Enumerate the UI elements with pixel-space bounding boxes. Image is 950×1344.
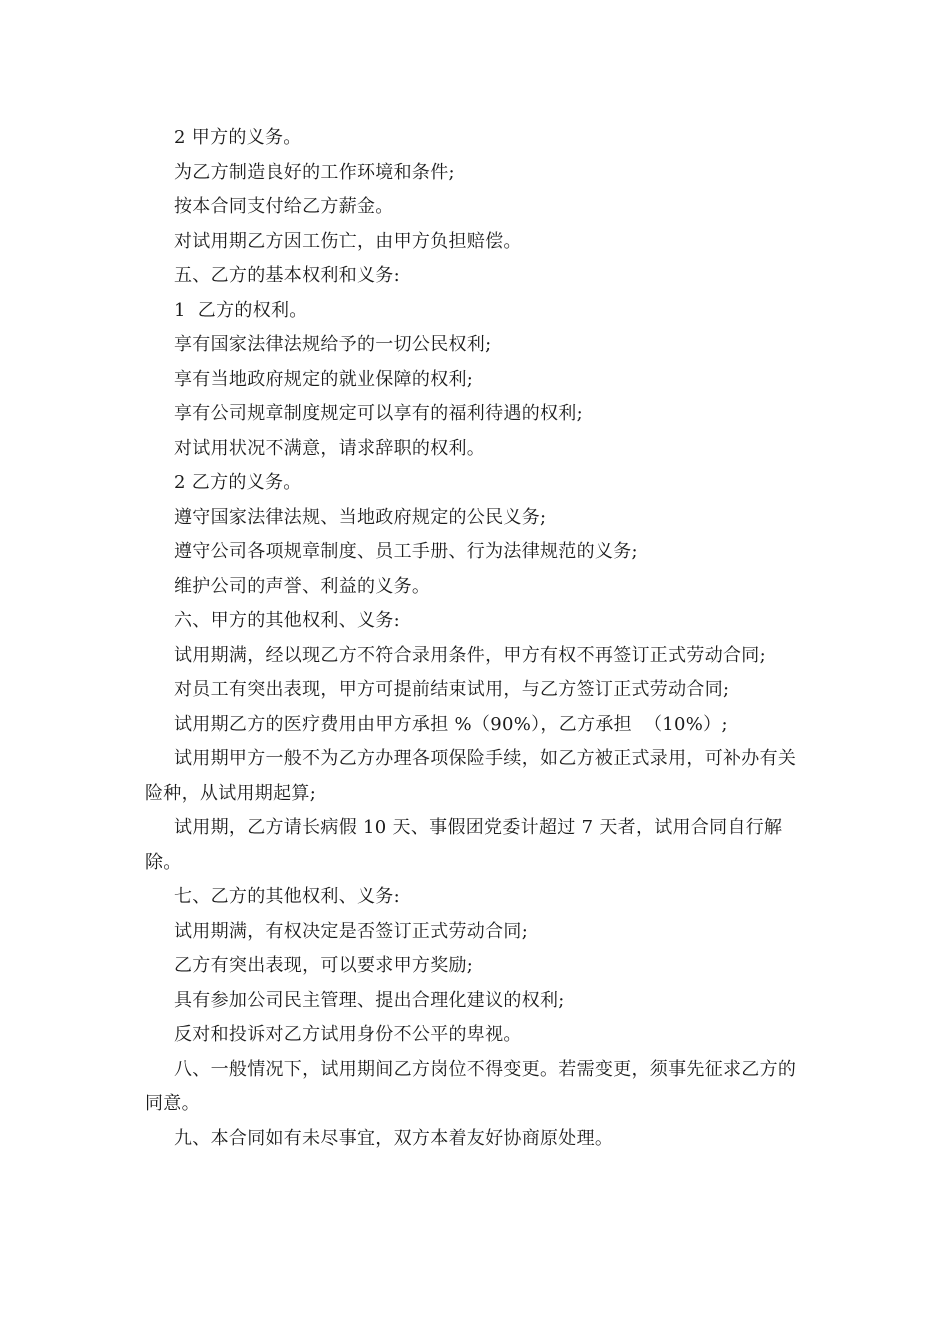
paragraph: 享有国家法律法规给予的一切公民权利;	[174, 334, 492, 355]
paragraph: 试用期，乙方请长病假 10 天、事假团党委计超过 7 天者，试用合同自行解除。	[145, 817, 783, 873]
paragraph: 试用期满，经以现乙方不符合录用条件，甲方有权不再签订正式劳动合同;	[174, 644, 766, 666]
paragraph-party-b-rights-heading: 1 乙方的权利。	[174, 299, 308, 321]
paragraph-party-a-duties-heading: 2 甲方的义务。	[174, 127, 302, 148]
paragraph: 享有当地政府规定的就业保障的权利;	[174, 368, 474, 390]
paragraph: 具有参加公司民主管理、提出合理化建议的权利;	[174, 989, 565, 1011]
section-heading-7: 七、乙方的其他权利、义务:	[174, 886, 400, 907]
paragraph: 对试用期乙方因工伤亡，由甲方负担赔偿。	[174, 230, 522, 252]
paragraph: 反对和投诉对乙方试用身份不公平的卑视。	[174, 1024, 522, 1045]
document-body	[145, 121, 810, 1156]
paragraph: 遵守公司各项规章制度、员工手册、行为法律规范的义务;	[174, 541, 638, 562]
section-heading-6: 六、甲方的其他权利、义务:	[174, 610, 400, 631]
paragraph: 遵守国家法律法规、当地政府规定的公民义务;	[174, 506, 547, 528]
section-heading-5: 五、乙方的基本权利和义务:	[174, 265, 400, 286]
paragraph: 为乙方制造良好的工作环境和条件;	[174, 161, 455, 183]
paragraph: 对试用状况不满意，请求辞职的权利。	[174, 437, 486, 459]
paragraph: 试用期满，有权决定是否签订正式劳动合同;	[174, 920, 529, 942]
paragraph: 乙方有突出表现，可以要求甲方奖励;	[174, 955, 474, 976]
paragraph-party-b-duties-heading: 2 乙方的义务。	[174, 472, 302, 493]
paragraph: 享有公司规章制度规定可以享有的福利待遇的权利;	[174, 403, 583, 424]
paragraph: 试用期乙方的医疗费用由甲方承担 %（90%），乙方承担 （10%）;	[174, 713, 728, 735]
section-heading-9: 九、本合同如有未尽事宜，双方本着友好协商原处理。	[174, 1127, 614, 1149]
paragraph: 试用期甲方一般不为乙方办理各项保险手续，如乙方被正式录用，可补办有关险种，从试用期起算;	[145, 748, 797, 804]
paragraph: 对员工有突出表现，甲方可提前结束试用，与乙方签订正式劳动合同;	[174, 679, 730, 700]
paragraph: 维护公司的声誉、利益的义务。	[174, 575, 431, 597]
paragraph: 按本合同支付给乙方薪金。	[174, 196, 394, 217]
section-heading-8: 八、一般情况下，试用期间乙方岗位不得变更。若需变更，须事先征求乙方的同意。	[145, 1058, 797, 1114]
